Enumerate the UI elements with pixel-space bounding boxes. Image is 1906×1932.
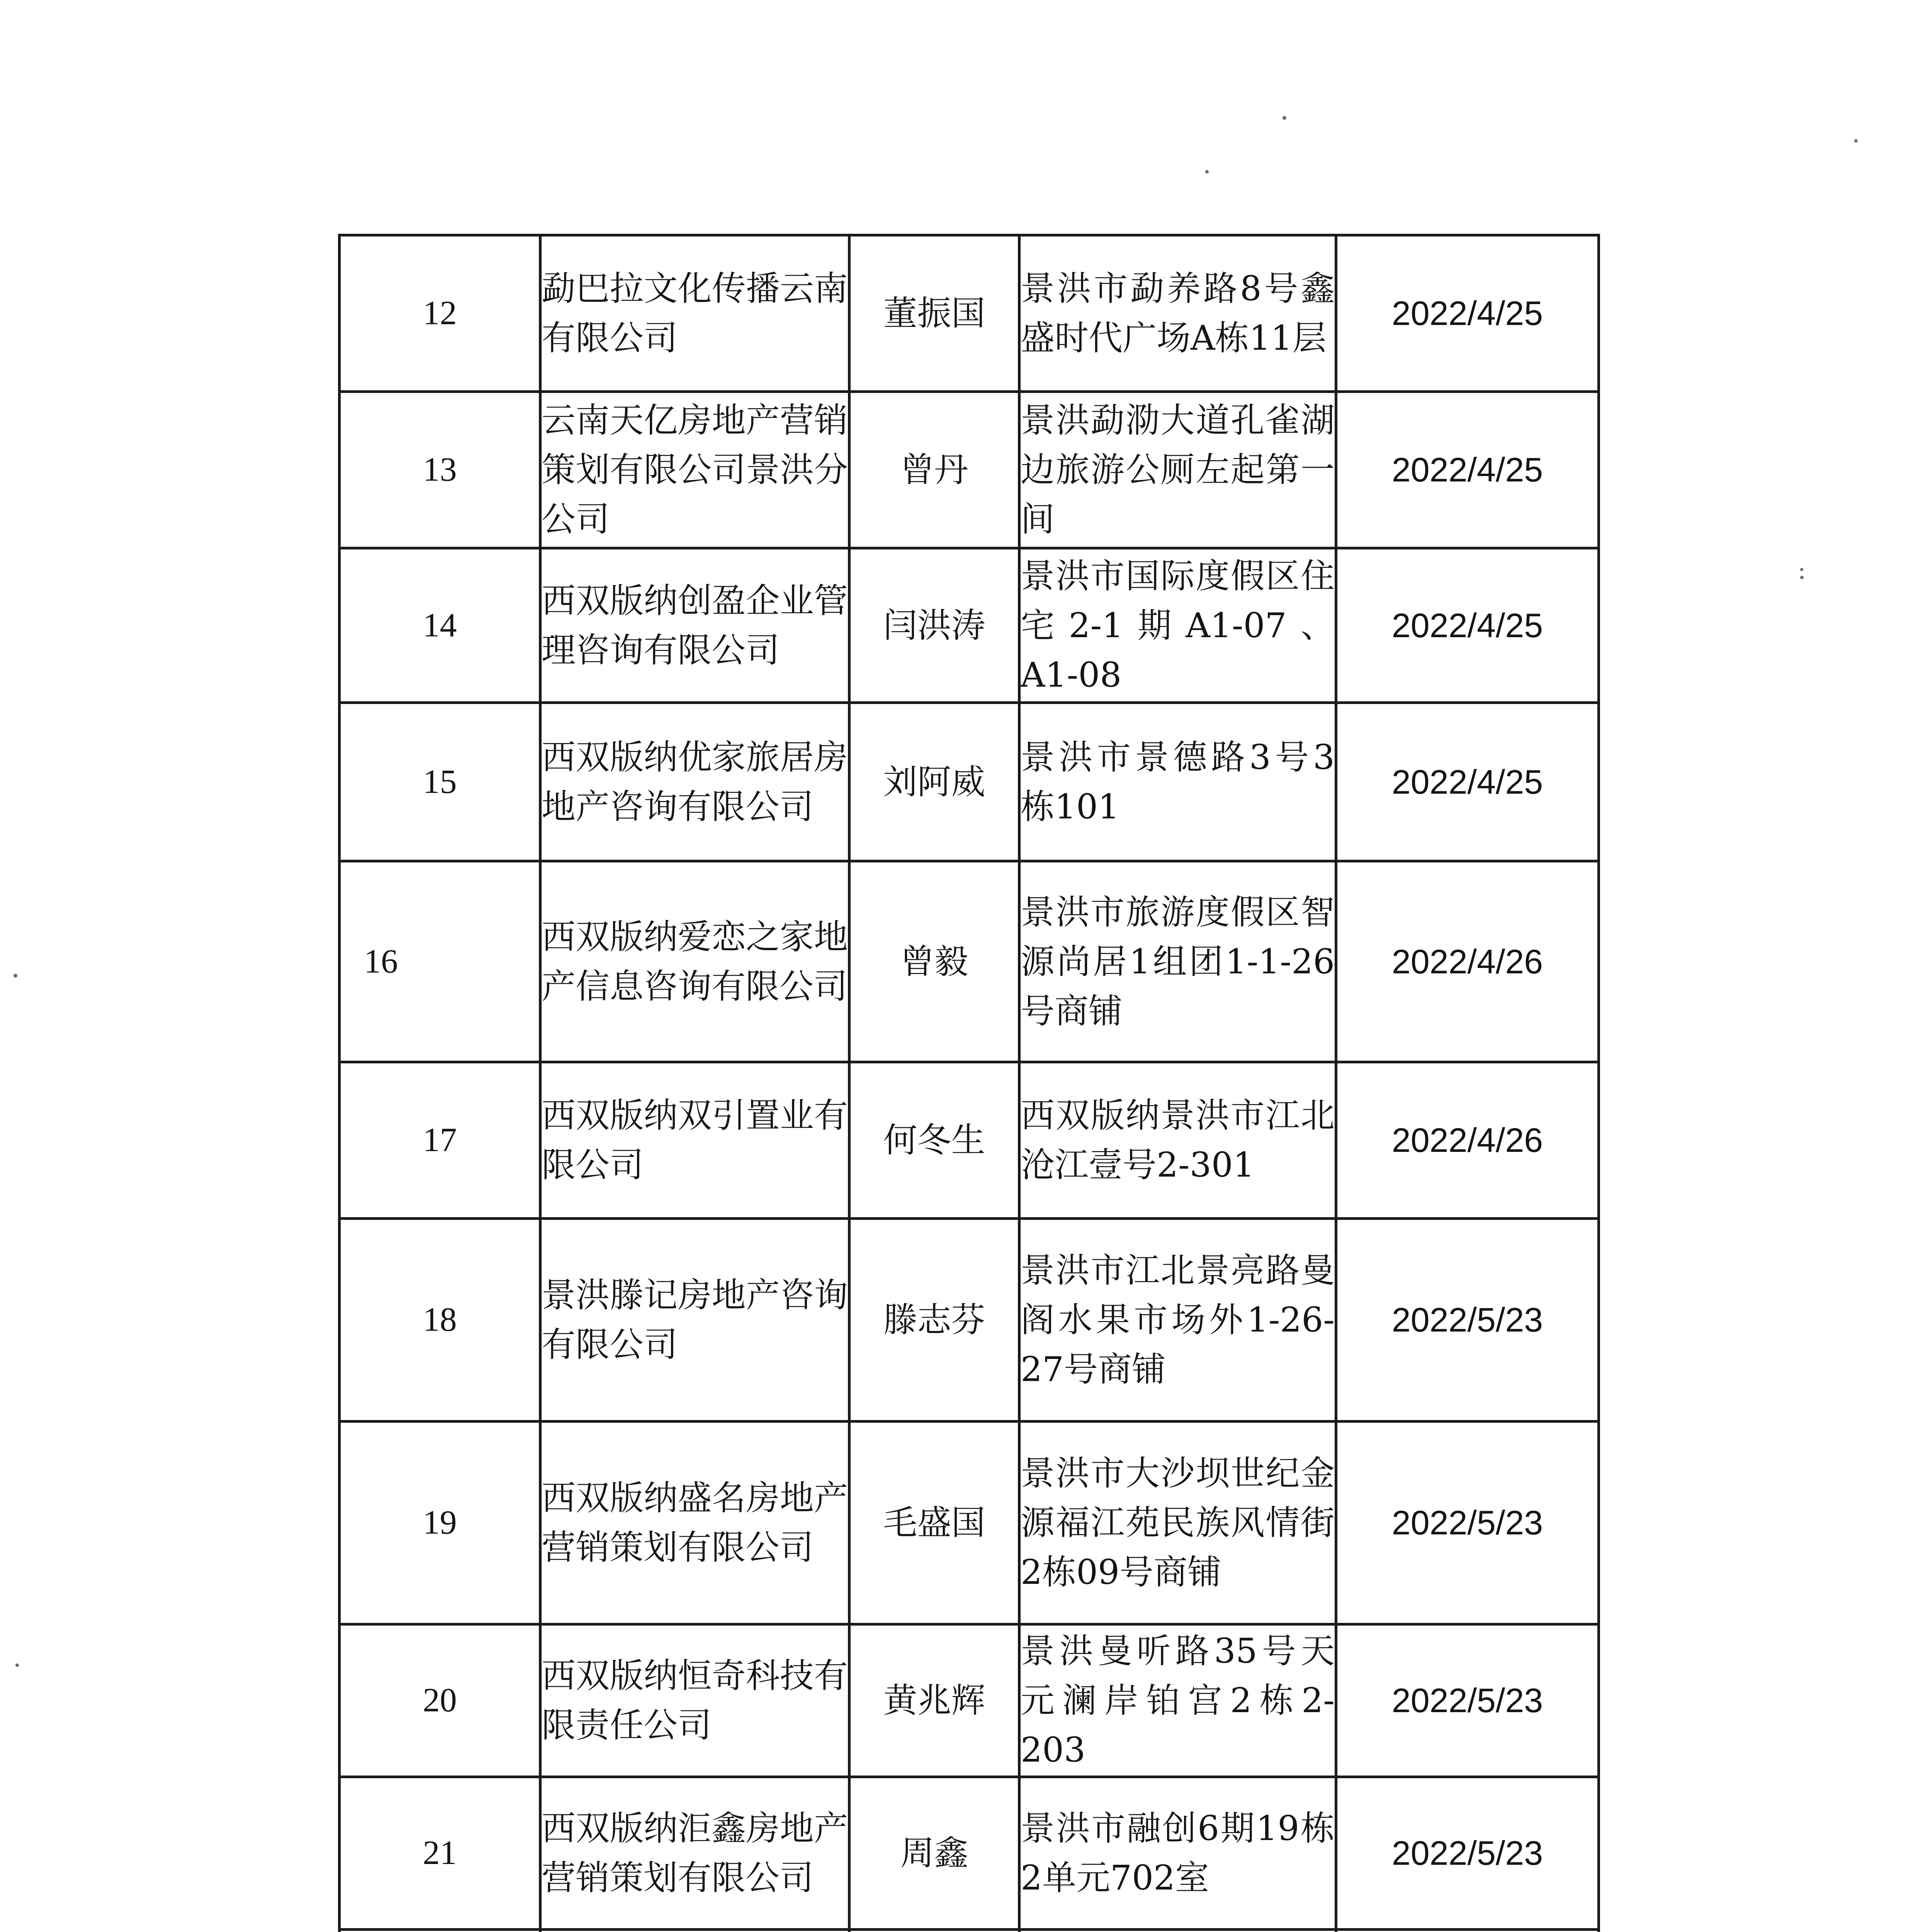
table-row (340, 861, 1599, 1062)
table-row (340, 703, 1599, 861)
scan-speck (1800, 576, 1804, 579)
filing-date: 2022/4/25 (1336, 703, 1599, 861)
company-name (540, 1930, 849, 1932)
filing-date: 2022/4/25 (1336, 548, 1599, 703)
legal-representative: 曾毅 (849, 861, 1019, 1062)
filing-date: 2022/4/25 (1336, 392, 1599, 548)
table-row (340, 392, 1599, 548)
business-address: 景洪市景德路3号3栋101 (1019, 703, 1336, 861)
company-name: 西双版纳优家旅居房地产咨询有限公司 (540, 703, 849, 861)
scan-speck (1205, 170, 1209, 173)
business-address: 景洪市国际度假区住宅2-1期A1-07、A1-08 (1019, 548, 1336, 703)
registration-table (338, 234, 1600, 1932)
company-name: 西双版纳盛名房地产营销策划有限公司 (540, 1422, 849, 1624)
company-name: 西双版纳恒奇科技有限责任公司 (540, 1624, 849, 1777)
business-address: 景洪市江北景亮路曼阁水果市场外1-26-27号商铺 (1019, 1219, 1336, 1422)
legal-representative: 黄兆辉 (849, 1624, 1019, 1777)
row-number (340, 1930, 540, 1932)
row-number: 18 (340, 1219, 540, 1422)
scan-speck (1283, 116, 1286, 120)
table-row (340, 1624, 1599, 1777)
filing-date: 2022/4/26 (1336, 861, 1599, 1062)
table-row (340, 1930, 1599, 1932)
business-address: 景洪市大沙坝世纪金源福江苑民族风情街2栋09号商铺 (1019, 1422, 1336, 1624)
scan-speck (15, 1663, 19, 1667)
company-name: 云南天亿房地产营销策划有限公司景洪分公司 (540, 392, 849, 548)
row-number: 14 (340, 548, 540, 703)
company-name: 勐巴拉文化传播云南有限公司 (540, 235, 849, 392)
company-name: 西双版纳双引置业有限公司 (540, 1062, 849, 1219)
filing-date: 2022/5/23 (1336, 1422, 1599, 1624)
business-address (1019, 1930, 1336, 1932)
row-number: 17 (340, 1062, 540, 1219)
row-number: 20 (340, 1624, 540, 1777)
row-number: 15 (340, 703, 540, 861)
business-address: 景洪市勐养路8号鑫盛时代广场A栋11层 (1019, 235, 1336, 392)
business-address: 西双版纳景洪市江北沧江壹号2-301 (1019, 1062, 1336, 1219)
company-name: 景洪滕记房地产咨询有限公司 (540, 1219, 849, 1422)
legal-representative: 刘阿威 (849, 703, 1019, 861)
table-row (340, 1219, 1599, 1422)
filing-date: 2022/4/26 (1336, 1062, 1599, 1219)
filing-date: 2022/4/25 (1336, 235, 1599, 392)
row-number: 12 (340, 235, 540, 392)
table-row (340, 548, 1599, 703)
scan-speck (1854, 139, 1858, 143)
business-address: 景洪市融创6期19栋2单元702室 (1019, 1777, 1336, 1930)
table-row (340, 235, 1599, 392)
row-number: 19 (340, 1422, 540, 1624)
legal-representative: 何冬生 (849, 1062, 1019, 1219)
legal-representative: 闫洪涛 (849, 548, 1019, 703)
business-address: 景洪市旅游度假区智源尚居1组团1-1-26号商铺 (1019, 861, 1336, 1062)
filing-date: 2022/5/23 (1336, 1624, 1599, 1777)
table-row (340, 1777, 1599, 1930)
table-row (340, 1422, 1599, 1624)
legal-representative: 曾丹 (849, 392, 1019, 548)
legal-representative: 毛盛国 (849, 1422, 1019, 1624)
business-address: 景洪曼听路35号天元澜岸铂宫2栋2-203 (1019, 1624, 1336, 1777)
company-name: 西双版纳创盈企业管理咨询有限公司 (540, 548, 849, 703)
scan-speck (1800, 568, 1803, 571)
table-row (340, 1062, 1599, 1219)
legal-representative (849, 1930, 1019, 1932)
row-number: 16 (340, 861, 540, 1062)
filing-date: 2022/5/23 (1336, 1777, 1599, 1930)
business-address: 景洪勐泐大道孔雀湖边旅游公厕左起第一间 (1019, 392, 1336, 548)
scan-speck (14, 974, 17, 978)
legal-representative: 滕志芬 (849, 1219, 1019, 1422)
filing-date: 2022/5/23 (1336, 1219, 1599, 1422)
filing-date (1336, 1930, 1599, 1932)
row-number: 13 (340, 392, 540, 548)
company-name: 西双版纳洰鑫房地产营销策划有限公司 (540, 1777, 849, 1930)
row-number: 21 (340, 1777, 540, 1930)
legal-representative: 董振国 (849, 235, 1019, 392)
legal-representative: 周鑫 (849, 1777, 1019, 1930)
company-name: 西双版纳爱恋之家地产信息咨询有限公司 (540, 861, 849, 1062)
